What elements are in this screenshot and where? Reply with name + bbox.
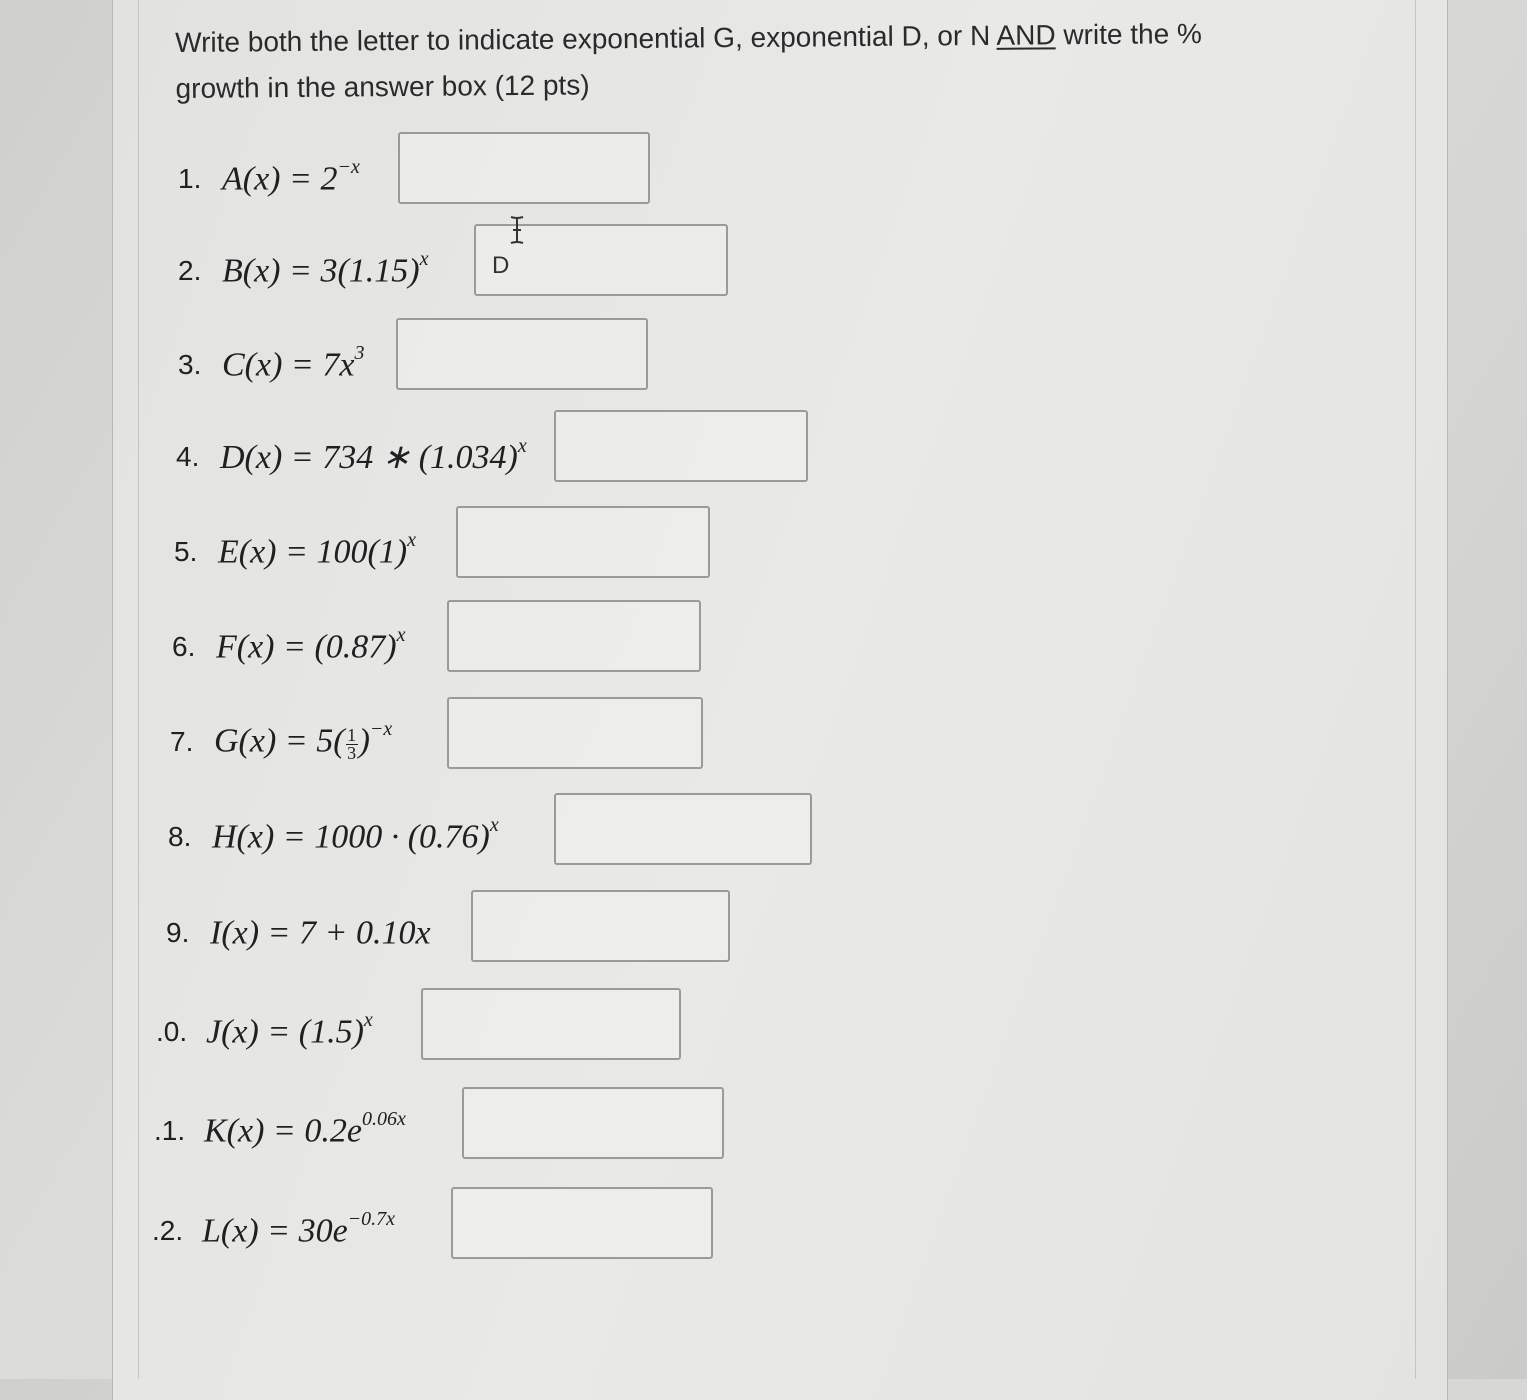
answer-box-1[interactable] — [398, 132, 650, 204]
fraction — [346, 724, 358, 763]
function-text: F(x) = (0.87) — [216, 628, 397, 666]
exponent: x — [517, 434, 527, 457]
answer-box-11[interactable] — [462, 1087, 724, 1159]
answer-box-8[interactable] — [554, 793, 812, 865]
answer-box-3[interactable] — [396, 318, 648, 390]
question-expression — [212, 813, 499, 856]
answer-box-6[interactable] — [447, 600, 701, 672]
exponent: −0.7x — [347, 1207, 396, 1230]
question-9 — [166, 896, 431, 970]
function-text: L(x) = 30e — [202, 1212, 348, 1250]
question-expression — [222, 155, 360, 198]
question-7 — [170, 705, 392, 779]
question-number: 2. — [178, 255, 202, 286]
instructions-emphasis: AND — [996, 19, 1056, 51]
exponent: 0.06x — [361, 1107, 406, 1130]
function-text: K(x) = 0.2e — [204, 1112, 362, 1150]
question-3 — [178, 328, 364, 402]
question-number: 4. — [176, 441, 200, 472]
answer-box-9[interactable] — [471, 890, 730, 962]
fraction-denominator: 3 — [347, 742, 357, 763]
function-text-end: ) — [358, 722, 370, 760]
exponent: x — [363, 1008, 373, 1031]
exponent: −x — [369, 718, 393, 741]
answer-box-5[interactable] — [456, 506, 710, 578]
question-expression — [220, 434, 527, 477]
question-number: 7. — [170, 726, 194, 757]
question-expression — [218, 528, 416, 571]
answer-box-2[interactable]: D — [474, 224, 728, 296]
question-number: 3. — [178, 349, 202, 380]
question-number: 9. — [166, 917, 190, 948]
question-expression — [216, 623, 406, 666]
question-number: .2. — [152, 1215, 184, 1246]
question-number: 8. — [168, 821, 192, 852]
question-expression — [206, 1008, 373, 1051]
instructions-text-end: write the % — [1055, 18, 1202, 51]
instructions-line2: growth in the answer box (12 pts) — [175, 69, 590, 104]
function-text: H(x) = 1000 · (0.76) — [212, 818, 490, 856]
exponent: x — [407, 528, 416, 551]
function-text: A(x) = 2 — [222, 160, 338, 198]
question-10 — [156, 995, 373, 1069]
question-expression — [204, 1107, 406, 1150]
function-text: I(x) = 7 + 0.10x — [210, 914, 431, 952]
answer-box-4[interactable] — [554, 410, 808, 482]
question-number: .0. — [156, 1016, 188, 1047]
exponent: −x — [337, 155, 360, 178]
question-2 — [178, 234, 428, 308]
question-4 — [176, 420, 527, 494]
question-5 — [174, 515, 416, 589]
answer-box-7[interactable] — [447, 697, 703, 769]
question-11 — [154, 1094, 406, 1168]
instructions-text: Write both the letter to indicate exponential G, exponential D, or N — [175, 19, 997, 58]
answer-box-10[interactable] — [421, 988, 681, 1060]
function-text: B(x) = 3(1.15) — [222, 252, 420, 290]
question-8 — [168, 800, 499, 874]
question-expression — [202, 1207, 396, 1250]
question-6 — [172, 610, 405, 684]
question-expression — [222, 341, 365, 384]
function-text: D(x) = 734 ∗ (1.034) — [220, 439, 518, 476]
text-cursor-icon — [508, 215, 526, 245]
function-text: J(x) = (1.5) — [206, 1013, 364, 1051]
question-number: 6. — [172, 631, 196, 662]
exponent: x — [419, 247, 429, 270]
function-text: E(x) = 100(1) — [218, 533, 408, 571]
question-expression — [214, 718, 393, 763]
instructions — [175, 10, 1306, 112]
exponent: x — [396, 623, 406, 646]
question-12 — [152, 1194, 395, 1268]
question-1 — [178, 142, 360, 216]
exponent: 3 — [354, 341, 365, 364]
function-text: G(x) = 5( — [214, 722, 345, 760]
question-expression — [210, 914, 431, 952]
function-text: C(x) = 7x — [222, 346, 355, 384]
question-number: 1. — [178, 163, 202, 194]
question-number: .1. — [154, 1115, 186, 1146]
exponent: x — [489, 813, 499, 836]
question-expression — [222, 247, 429, 290]
answer-box-12[interactable] — [451, 1187, 713, 1259]
question-number: 5. — [174, 536, 198, 567]
fraction-numerator: 1 — [347, 724, 357, 745]
